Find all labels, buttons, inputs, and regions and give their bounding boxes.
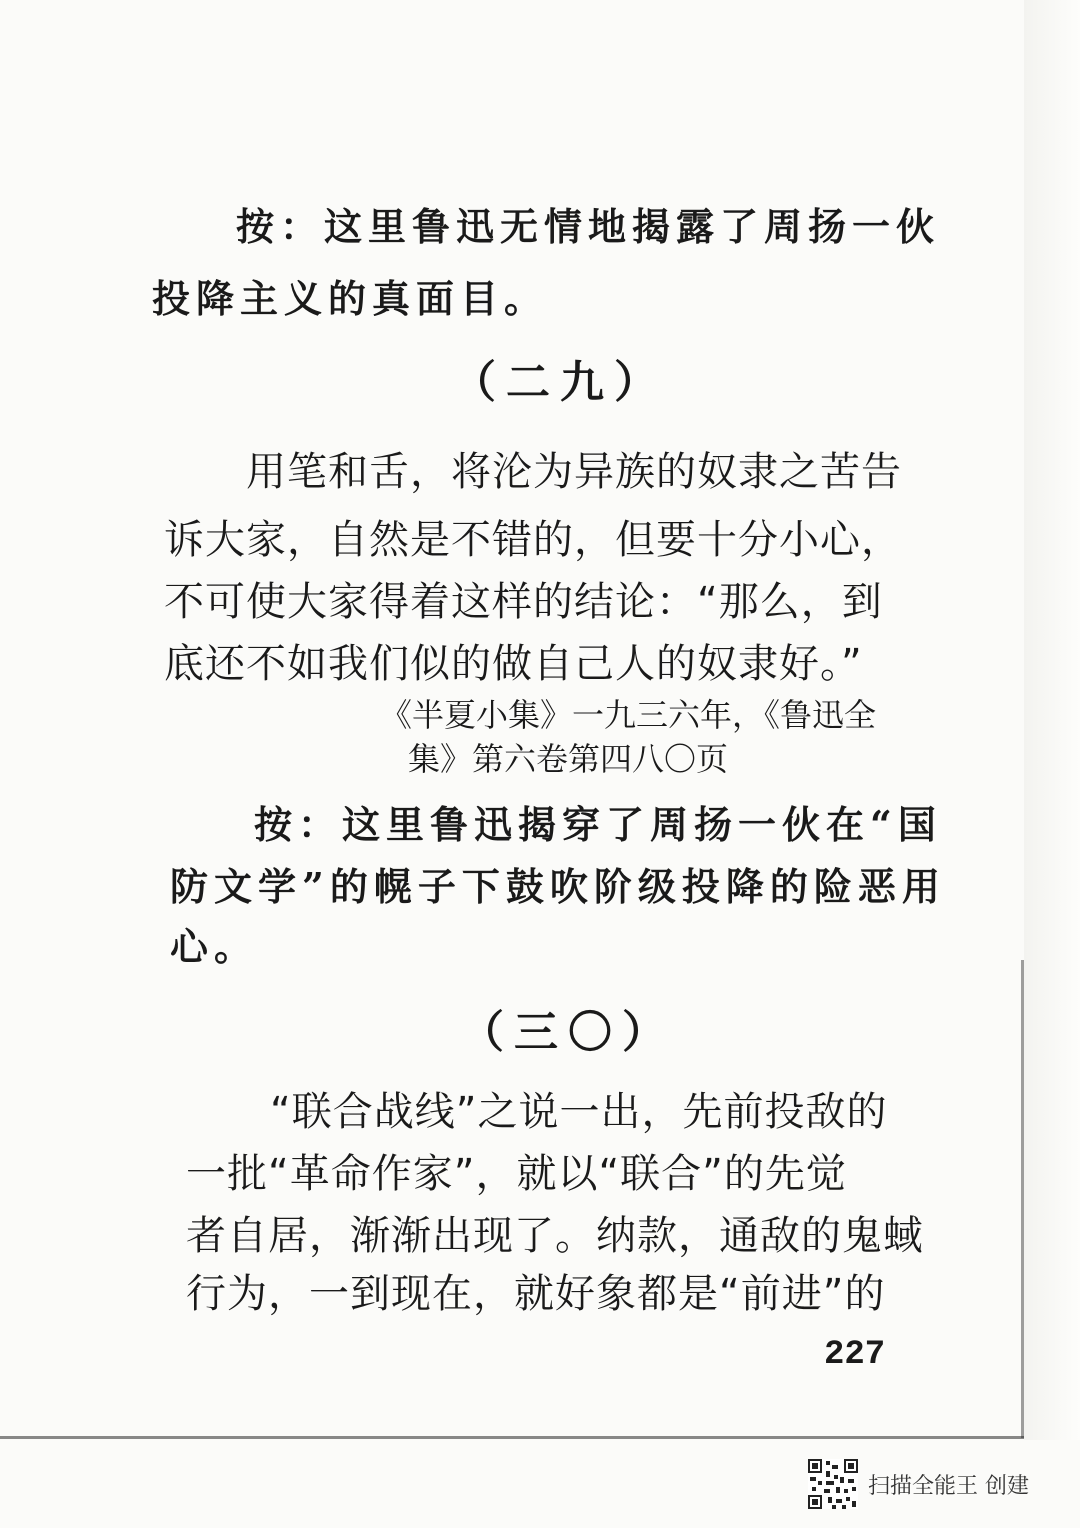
quote-line: 行为，一到现在，就好象都是“前进”的: [186, 1271, 886, 1317]
page-bottom-edge: [0, 1436, 1024, 1439]
note-line: 按：这里鲁迅揭穿了周扬一伙在“国: [254, 802, 942, 847]
section-heading: （二九）: [452, 357, 668, 408]
section-heading: （三〇）: [460, 1007, 676, 1058]
note-line: 投降主义的真面目。: [152, 276, 549, 321]
quote-line: 者自居，渐渐出现了。纳款，通敌的鬼蜮: [186, 1213, 924, 1259]
quote-line: 底还不如我们似的做自己人的奴隶好。”: [164, 641, 863, 687]
scan-margin: [1024, 0, 1080, 1440]
citation-line: 集》第六卷第四八〇页: [408, 740, 729, 778]
quote-line: 一批“革命作家”，就以“联合”的先觉: [186, 1151, 847, 1197]
qr-code-icon: [808, 1459, 858, 1509]
quote-line: 用笔和舌，将沦为异族的奴隶之苦告: [246, 449, 902, 495]
note-line: 按：这里鲁迅无情地揭露了周扬一伙: [236, 204, 941, 249]
scanner-watermark: [808, 1458, 1029, 1510]
note-line: 心。: [170, 924, 259, 969]
watermark-text: 扫描全能王 创建: [868, 1473, 1029, 1499]
quote-line: 诉大家，自然是不错的，但要十分小心，: [164, 517, 902, 563]
page-number: 227: [824, 1336, 886, 1374]
page-right-edge: [1021, 960, 1024, 1438]
citation-line: 《半夏小集》一九三六年，《鲁迅全: [380, 696, 877, 734]
quote-line: “联合战线”之说一出，先前投敌的: [270, 1089, 888, 1135]
quote-line: 不可使大家得着这样的结论：“那么，到: [164, 579, 883, 625]
note-line: 防文学”的幌子下鼓吹阶级投降的险恶用: [170, 864, 946, 909]
